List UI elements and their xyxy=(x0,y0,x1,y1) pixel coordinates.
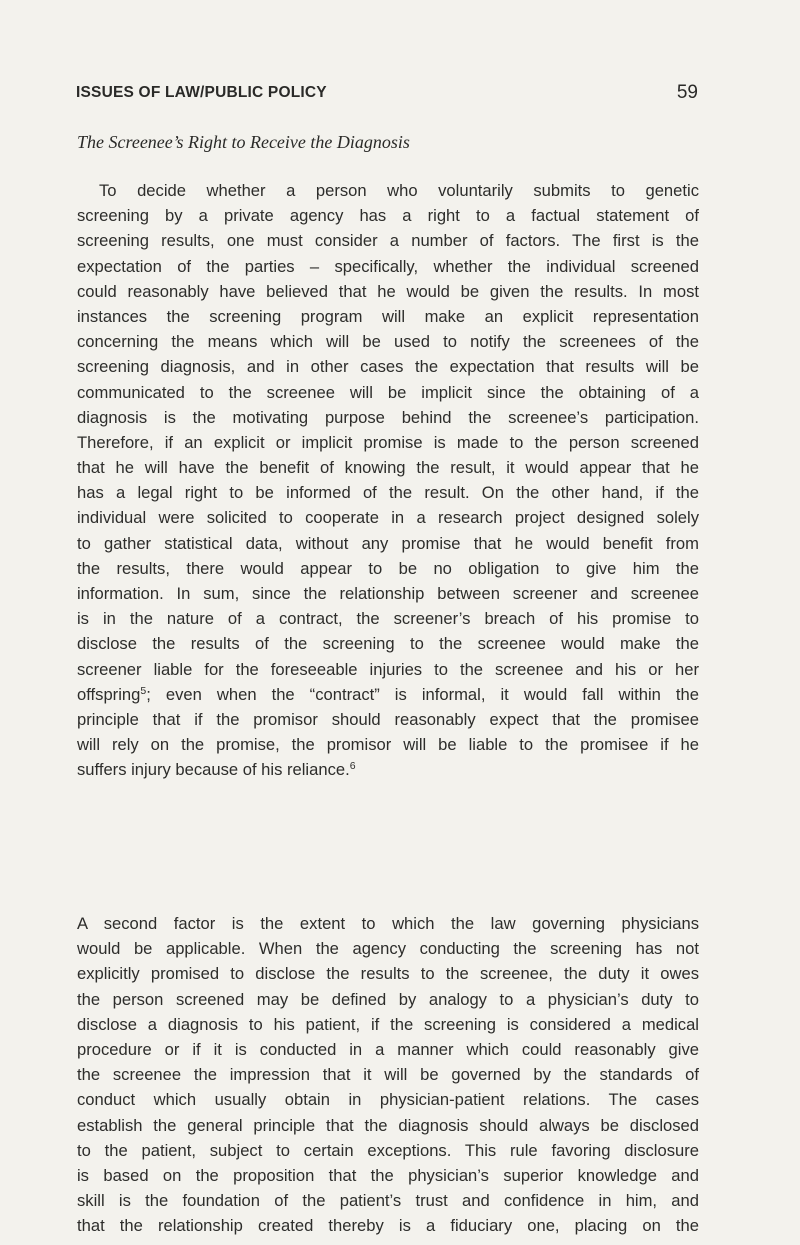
text-line: concerning the means which will be used to notify the screenees of the xyxy=(77,332,699,352)
text-line: screener liable for the foreseeable injuries to the screenee and his or her xyxy=(77,659,699,679)
paragraph-screenee-expectation xyxy=(77,178,699,783)
text-line: disclose a diagnosis to his patient, if the screening is considered a medical xyxy=(77,1014,699,1034)
page-number: 59 xyxy=(676,82,698,103)
text-line: will rely on the promise, the promisor will be liable to the promisee if he xyxy=(77,735,699,755)
text-line: communicated to the screenee will be implicit since the obtaining of a xyxy=(77,382,699,402)
text-line xyxy=(77,757,699,782)
text-line: establish the general principle that the diagnosis should always be disclosed xyxy=(77,1115,699,1135)
footnote-marker: 6 xyxy=(349,760,356,773)
text-line: diagnosis is the motivating purpose behind the screenee’s participation. xyxy=(77,407,699,427)
text-line-content: suffers injury because of his reliance. xyxy=(77,760,350,780)
text-line-content: offspring xyxy=(77,684,141,704)
text-line: that he will have the benefit of knowing the result, it would appear that he xyxy=(77,458,699,478)
text-line: instances the screening program will make an explicit representation xyxy=(77,306,699,326)
text-line: screening diagnosis, and in other cases the expectation that results will be xyxy=(77,357,699,377)
text-line: to the patient, subject to certain exceptions. This rule favoring disclosure xyxy=(77,1140,699,1160)
footnote-marker: 5 xyxy=(140,684,147,697)
text-line: would be applicable. When the agency conducting the screening has not xyxy=(77,939,699,959)
text-line: could reasonably have believed that he would be given the results. In most xyxy=(77,281,699,301)
text-line-content: ; even when the “contract” is informal, it would fall within the xyxy=(146,684,699,704)
text-line xyxy=(77,682,699,707)
text-line: the person screened may be defined by analogy to a physician’s duty to xyxy=(77,989,699,1009)
text-line xyxy=(77,178,699,203)
text-line: skill is the foundation of the patient’s trust and confidence in him, and xyxy=(77,1191,699,1211)
text-line: explicitly promised to disclose the results to the screenee, the duty it owes xyxy=(77,964,699,984)
text-line: Therefore, if an explicit or implicit promise is made to the person screened xyxy=(77,432,699,452)
paragraph-physician-law xyxy=(77,911,699,1238)
running-title: ISSUES OF LAW/PUBLIC POLICY xyxy=(76,84,327,101)
text-line: the screenee the impression that it will be governed by the standards of xyxy=(77,1065,699,1085)
text-line: screening results, one must consider a number of factors. The first is the xyxy=(77,231,699,251)
text-line: individual were solicited to cooperate in a research project designed solely xyxy=(77,508,699,528)
text-line: principle that if the promisor should reasonably expect that the promisee xyxy=(77,709,699,729)
text-line: screening by a private agency has a right to a factual statement of xyxy=(77,206,699,226)
text-line: has a legal right to be informed of the result. On the other hand, if the xyxy=(77,483,699,503)
text-line xyxy=(77,911,699,936)
text-line: conduct which usually obtain in physician-patient relations. The cases xyxy=(77,1090,699,1110)
text-line: that the relationship created thereby is a fiduciary one, placing on the xyxy=(77,1216,699,1236)
text-line: expectation of the parties – specifically, whether the individual screened xyxy=(77,256,699,276)
text-line-content: To decide whether a person who voluntarily submits to genetic xyxy=(99,181,699,200)
text-line: is in the nature of a contract, the screener’s breach of his promise to xyxy=(77,609,699,629)
text-line: the results, there would appear to be no obligation to give him the xyxy=(77,558,699,578)
text-line: to gather statistical data, without any promise that he would benefit from xyxy=(77,533,699,553)
text-line: is based on the proposition that the physician’s superior knowledge and xyxy=(77,1165,699,1185)
text-line: disclose the results of the screening to the screenee would make the xyxy=(77,634,699,654)
text-line: procedure or if it is conducted in a manner which could reasonably give xyxy=(77,1039,699,1059)
text-line: information. In sum, since the relationship between screener and screenee xyxy=(77,584,699,603)
section-heading: The Screenee’s Right to Receive the Diagnosis xyxy=(77,132,410,152)
running-header xyxy=(76,84,698,106)
text-line-content: A second factor is the extent to which the law governing physicians xyxy=(77,914,699,933)
